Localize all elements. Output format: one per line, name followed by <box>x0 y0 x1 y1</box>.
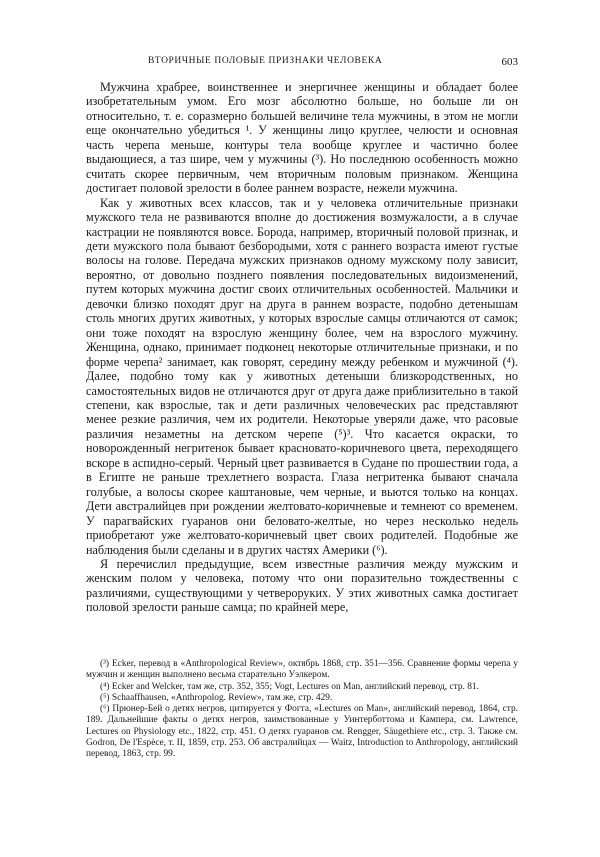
footnotes <box>86 659 518 761</box>
footnote: (⁴) Ecker and Welcker, там же, стр. 352, 355; Vogt, Lectures on Man, английский перевод, стр. 81. <box>100 681 479 692</box>
footnote: (³) Ecker, перевод в «Anthropological Review», октябрь 1868, стр. 351—356. Сравнение формы черепа у мужчин и женщин выполнено весьма старательно Уэлкером. <box>86 659 518 681</box>
page-number: 603 <box>501 56 518 68</box>
running-title: ВТОРИЧНЫЕ ПОЛОВЫЕ ПРИЗНАКИ ЧЕЛОВЕКА <box>148 56 383 66</box>
paragraph: Я перечислил предыдущие, всем известные различия между мужским и женским полом у человека, потому что они поразительно тождественны с различиями, существующими у четвероруких. У этих животных самка достигает половой зрелости раньше самца; по крайней мере, <box>86 556 518 615</box>
main-text <box>86 80 518 615</box>
page-header <box>86 56 518 72</box>
paragraph: Мужчина храбрее, воинственнее и энергичнее женщины и обладает более изобретательным умом. Его мозг абсолютно больше, но больше ли он относительно, т. е. соразмерно большей величине тела мужчины, в этом не могли еще окончательно убедиться ¹. У женщины лицо круглее, челюсти и основная часть черепа меньше, контуры тела вообще круглее и частично более выдающиеся, а таз шире, чем у мужчины (³). Но последнюю особенность можно считать скорее первичным, чем вторичным половым признаком. Женщина достигает половой зрелости в более раннем возрасте, нежели мужчина. <box>86 80 518 196</box>
footnote: (⁵) Schaaffhausen, «Anthropolog. Review», там же, стр. 429. <box>100 692 333 703</box>
paragraph: Как у животных всех классов, так и у человека отличительные признаки мужского тела не развиваются вполне до достижения возмужалости, а в случае кастрации не появляются вовсе. Борода, например, вторичный половой признак, и дети мужского пола бывают безбородыми, хотя с раннего возраста имеют густые волосы на голове. Передача мужских признаков одному мужскому полу зависит, вероятно, от довольно позднего появления последовательных видоизменений, путем которых мужчина достиг своих отличительных особенностей. Мальчики и девочки близко походят друг на друга в раннем возрасте, подобно детенышам столь многих других животных, у которых взрослые самцы отличаются от самок; они тоже походят на взрослую женщину более, чем на взрослого мужчину. Женщина, однако, принимает подконец некоторые отличительные признаки, и по форме черепа² занимает, как говорят, середину между ребенком и мужчиной (⁴). Далее, подобно тому как у животных детеныши близкородственных, но самостоятельных видов не отличаются друг от друга даже приблизительно в такой степени, как взрослые, так и дети различных человеческих рас представляют менее резкие различия, чем их родители. Некоторые уверяли даже, что расовые различия незаметны на детском черепе (⁵)³. Что касается окраски, то новорожденный негритенок бывает красновато-коричневого цвета, переходящего вскоре в аспидно-серый. Черный цвет развивается в Судане по прошествии года, а в Египте не раньше трехлетнего возраста. Глаза негритенка бывают сначала голубые, а волосы скорее каштановые, чем черные, и вьются только на концах. Дети австралийцев при рождении желтовато-коричневые и темнеют со временем. У парагвайских гуаранов они беловато-желтые, но через несколько недель приобретают уже желтовато-коричневый цвет своих родителей. Подобные же наблюдения были сделаны и в других частях Америки (⁶). <box>86 195 518 557</box>
footnote: (⁶) Прюнер-Бей о детях негров, цитируется у Фогта, «Lectures on Man», английский перевод, 1864, стр. 189. Дальнейшие факты о детях негров, заимствованные у Уинтерботтома и Кампера, см. Lawrence, Lectures on Physiology etc., 1822, стр. 451. О детях гуаранов см. Rengger, Säugethiere etc., стр. 3. Также см. Godron, De l'Espèce, т. II, 1859, стр. 253. Об австралийцах — Waitz, Introduction to Anthropology, английский перевод, 1863, стр. 99. <box>86 704 518 760</box>
